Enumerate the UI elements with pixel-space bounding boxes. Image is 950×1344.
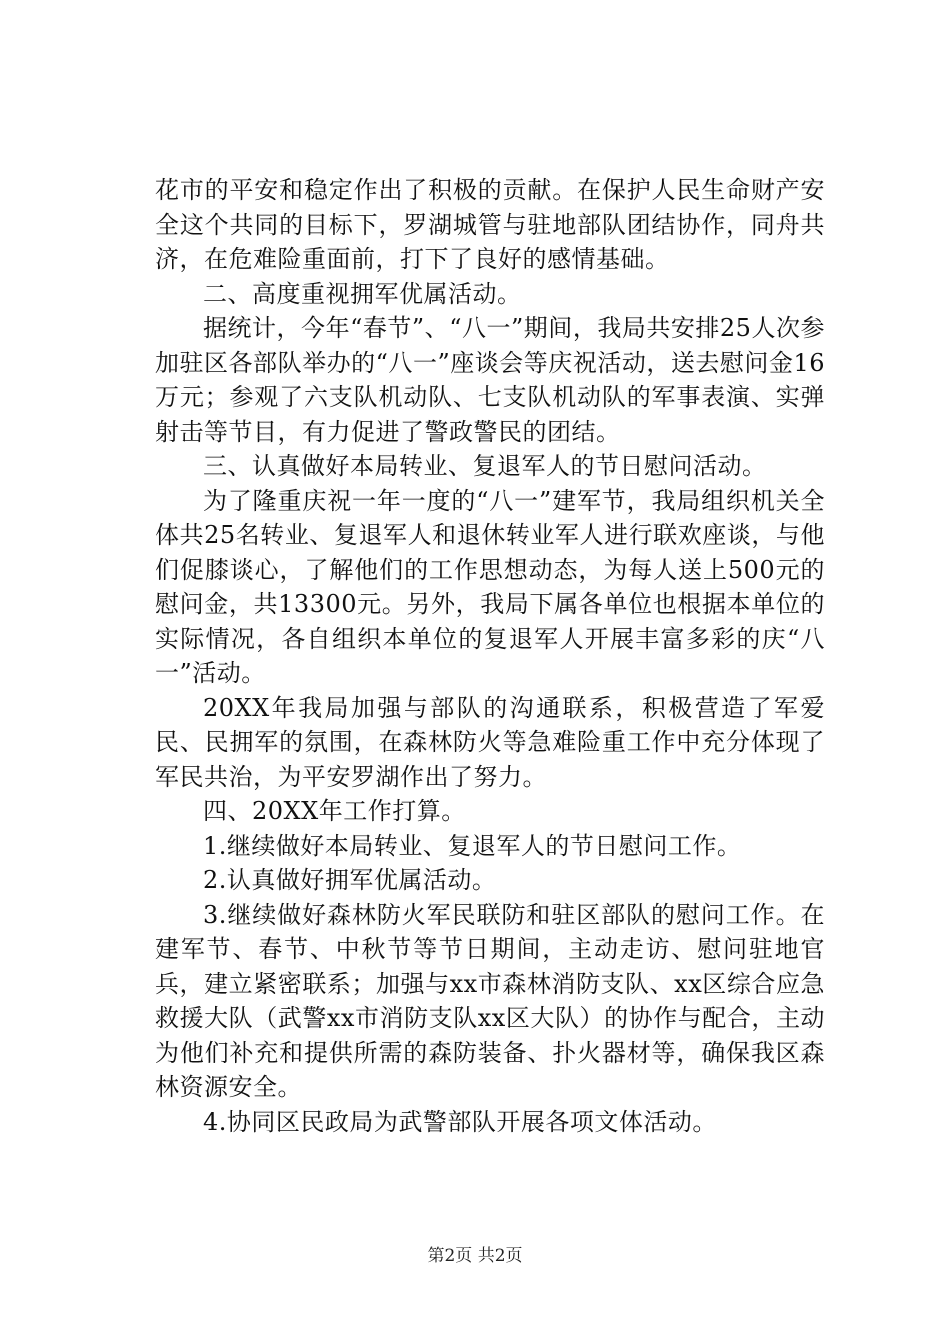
paragraph: 据统计，今年“春节”、“八一”期间，我局共安排25人次参加驻区各部队举办的“八一”座谈会等庆祝活动，送去慰问金16万元；参观了六支队机动队、七支队机动队的军事表演、实弹射击等节目，有力促进了警政警民的团结。 (155, 314, 825, 446)
list-item: 4.协同区民政局为武警部队开展各项文体活动。 (203, 1107, 717, 1136)
list-item: 1.继续做好本局转业、复退军人的节日慰问工作。 (203, 831, 742, 860)
section-heading-4: 四、20XX年工作打算。 (203, 797, 466, 825)
page-footer: 第2页 共2页 (427, 1246, 523, 1266)
list-item: 3.继续做好森林防火军民联防和驻区部队的慰问工作。在建军节、春节、中秋节等节日期间，主动走访、慰问驻地官兵，建立紧密联系；加强与xx市森林消防支队、xx区综合应急救援大队（武警xx市消防支队xx区大队）的协作与配合，主动为他们补充和提供所需的森防装备、扑火器材等，确保我区森林资源安全。 (155, 900, 825, 1101)
paragraph-continuation: 花市的平安和稳定作出了积极的贡献。在保护人民生命财产安全这个共同的目标下，罗湖城管与驻地部队团结协作，同舟共济，在危难险重面前，打下了良好的感情基础。 (155, 176, 825, 273)
section-heading-2: 二、高度重视拥军优属活动。 (203, 279, 522, 308)
paragraph: 20XX年我局加强与部队的沟通联系，积极营造了军爱民、民拥军的氛围，在森林防火等急难险重工作中充分体现了军民共治，为平安罗湖作出了努力。 (155, 693, 825, 791)
paragraph: 为了隆重庆祝一年一度的“八一”建军节，我局组织机关全体共25名转业、复退军人和退休转业军人进行联欢座谈，与他们促膝谈心，了解他们的工作思想动态，为每人送上500元的慰问金，共13300元。另外，我局下属各单位也根据本单位的实际情况，各自组织本单位的复退军人开展丰富多彩的庆“八一”活动。 (155, 486, 825, 687)
section-heading-3: 三、认真做好本局转业、复退军人的节日慰问活动。 (203, 452, 767, 480)
document-body (155, 173, 825, 1139)
list-item: 2.认真做好拥军优属活动。 (203, 866, 497, 894)
